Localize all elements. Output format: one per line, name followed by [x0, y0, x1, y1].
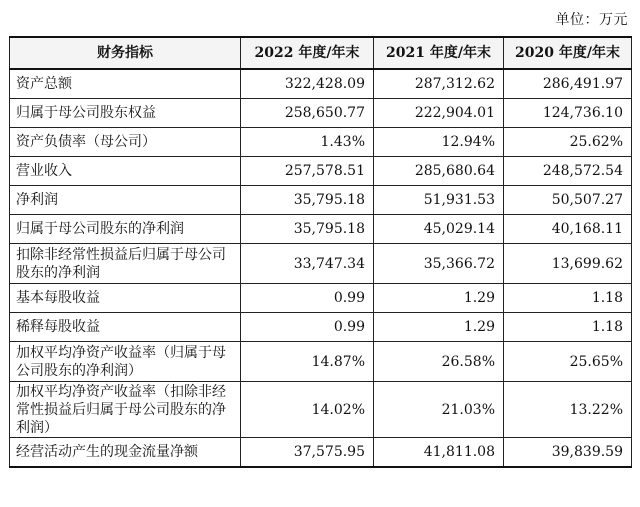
table-row [10, 157, 632, 186]
value-2021: 51,931.53 [374, 186, 504, 215]
row-label: 基本每股收益 [10, 284, 241, 313]
table-row [10, 342, 632, 382]
table-row [10, 284, 632, 313]
value-2020: 13,699.62 [504, 244, 632, 284]
row-label: 经营活动产生的现金流量净额 [10, 438, 241, 468]
table-row [10, 438, 632, 468]
value-2020: 248,572.54 [504, 157, 632, 186]
value-2022: 257,578.51 [241, 157, 374, 186]
value-2020: 13.22% [504, 382, 632, 438]
value-2020: 25.65% [504, 342, 632, 382]
financial-indicators-table [9, 36, 632, 468]
row-label: 资产负债率（母公司） [10, 128, 241, 157]
row-label: 净利润 [10, 186, 241, 215]
value-2020: 39,839.59 [504, 438, 632, 468]
value-2021: 285,680.64 [374, 157, 504, 186]
value-2020: 1.18 [504, 313, 632, 342]
value-2021: 1.29 [374, 313, 504, 342]
value-2022: 35,795.18 [241, 215, 374, 244]
row-label: 加权平均净资产收益率（扣除非经常性损益后归属于母公司股东的净利润） [10, 382, 241, 438]
value-2022: 0.99 [241, 313, 374, 342]
row-label: 归属于母公司股东的净利润 [10, 215, 241, 244]
table-row [10, 186, 632, 215]
row-label: 归属于母公司股东权益 [10, 99, 241, 128]
row-label: 扣除非经常性损益后归属于母公司股东的净利润 [10, 244, 241, 284]
row-label: 加权平均净资产收益率（归属于母公司股东的净利润） [10, 342, 241, 382]
value-2022: 37,575.95 [241, 438, 374, 468]
value-2022: 0.99 [241, 284, 374, 313]
table-header-row [10, 37, 632, 69]
value-2020: 25.62% [504, 128, 632, 157]
value-2021: 12.94% [374, 128, 504, 157]
value-2021: 1.29 [374, 284, 504, 313]
value-2022: 258,650.77 [241, 99, 374, 128]
value-2020: 286,491.97 [504, 69, 632, 99]
value-2022: 14.02% [241, 382, 374, 438]
value-2021: 35,366.72 [374, 244, 504, 284]
row-label: 营业收入 [10, 157, 241, 186]
value-2020: 124,736.10 [504, 99, 632, 128]
value-2021: 26.58% [374, 342, 504, 382]
value-2021: 287,312.62 [374, 69, 504, 99]
value-2022: 35,795.18 [241, 186, 374, 215]
header-2020: 2020 年度/年末 [504, 37, 632, 69]
table-row [10, 99, 632, 128]
value-2021: 41,811.08 [374, 438, 504, 468]
header-2021: 2021 年度/年末 [374, 37, 504, 69]
table-row [10, 69, 632, 99]
value-2021: 222,904.01 [374, 99, 504, 128]
value-2022: 33,747.34 [241, 244, 374, 284]
header-2022: 2022 年度/年末 [241, 37, 374, 69]
value-2020: 40,168.11 [504, 215, 632, 244]
value-2022: 1.43% [241, 128, 374, 157]
value-2021: 21.03% [374, 382, 504, 438]
value-2021: 45,029.14 [374, 215, 504, 244]
table-row [10, 215, 632, 244]
value-2022: 14.87% [241, 342, 374, 382]
table-row [10, 313, 632, 342]
value-2020: 50,507.27 [504, 186, 632, 215]
table-row [10, 244, 632, 284]
unit-label: 单位：万元 [555, 12, 628, 28]
header-indicator: 财务指标 [10, 37, 241, 69]
table-row [10, 382, 632, 438]
table-row [10, 128, 632, 157]
row-label: 稀释每股收益 [10, 313, 241, 342]
value-2020: 1.18 [504, 284, 632, 313]
row-label: 资产总额 [10, 69, 241, 99]
value-2022: 322,428.09 [241, 69, 374, 99]
